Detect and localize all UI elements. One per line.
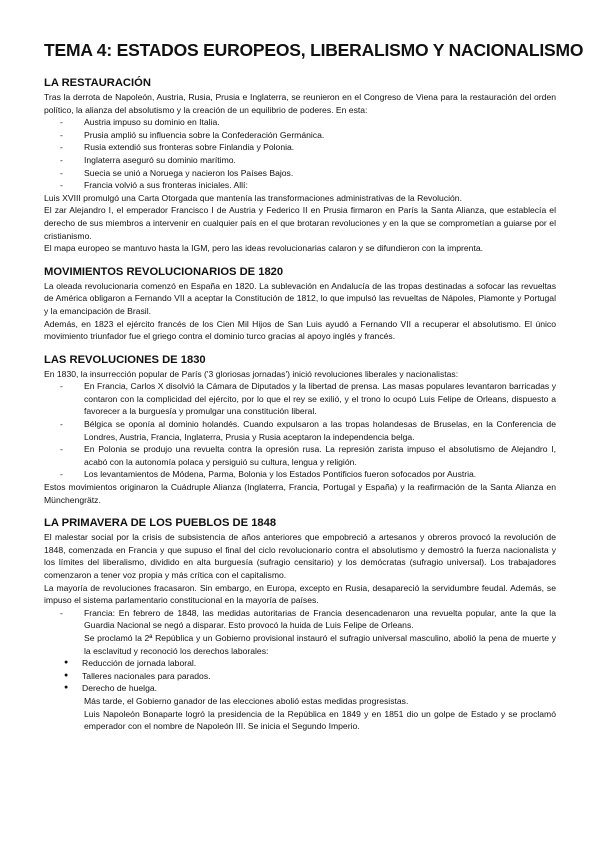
paragraph: El mapa europeo se mantuvo hasta la IGM, pero las ideas revolucionarias calaron y se difundieron con la imprenta.: [44, 243, 483, 254]
section-1848: [44, 517, 556, 733]
paragraph: Se proclamó la 2ª República y un Gobierno provisional instauró el sufragio universal masculino, abolió la pena de muerte y la esclavitud y reconoció los derechos laborales:: [84, 632, 556, 656]
document-title: TEMA 4: ESTADOS EUROPEOS, LIBERALISMO Y NACIONALISMO: [44, 40, 584, 60]
section-heading-1830: LAS REVOLUCIONES DE 1830: [44, 353, 206, 366]
rev1830-list: [44, 380, 556, 481]
list-item: - Prusia amplió su influencia sobre la Confederación Germánica.: [60, 129, 556, 142]
section-heading-1820: MOVIMIENTOS REVOLUCIONARIOS DE 1820: [44, 265, 284, 278]
rights-list: [44, 657, 556, 695]
list-item: ● Reducción de jornada laboral.: [64, 657, 556, 670]
paragraph: En 1830, la insurrección popular de París ('3 gloriosas jornadas') inició revoluciones liberales y nacionalistas:: [44, 368, 459, 379]
list-item: - Francia volvió a sus fronteras iniciales. Allí:: [60, 179, 556, 192]
paragraph: Tras la derrota de Napoleón, Austria, Rusia, Prusia e Inglaterra, se reunieron en el Congreso de Viena para la restauración del orden político, la alianza del absolutismo y la creación de un equilibrio de poderes. En esta:: [44, 92, 556, 115]
paragraph: La oleada revolucionaria comenzó en España en 1820. La sublevación en Andalucía de las tropas destinadas a sofocar las revueltas de América obligaron a Fernando VII a aceptar la Constitución de 1812, lo que impulsó las revueltas de Nápoles, Piamonte y Portugal y la emancipación de Brasil.: [44, 280, 556, 316]
list-item: - Suecia se unió a Noruega y nacieron los Países Bajos.: [60, 167, 556, 180]
paragraph: El malestar social por la crisis de subsistencia de años anteriores que empobreció a artesanos y obreros provocó la revolución de 1848, comenzada en Francia y que supuso el final del ciclo revolucionario contra el absolutismo y demostró la fuerza nacionalista y los límites del liberalismo, dividido en alta burguesía (sufragio censitario) y los demócratas (sufragio universal). Los trabajadores comenzaron a tener voz propia y más crítica con el capitalismo.: [44, 532, 556, 580]
paragraph: Luis Napoleón Bonaparte logró la presidencia de la República en 1849 y en 1851 dio un golpe de Estado y se proclamó emperador con el nombre de Napoleón III. Se inicia el Segundo Imperio.: [84, 708, 556, 732]
paragraph: Además, en 1823 el ejército francés de los Cien Mil Hijos de San Luis ayudó a Fernando VII a recuperar el absolutismo. El único movimiento triunfador fue el griego contra el dominio turco gracias al apoyo inglés y francés.: [44, 318, 556, 342]
section-heading-restauracion: LA RESTAURACIÓN: [44, 77, 151, 89]
list-item: [60, 607, 556, 657]
restauracion-list: [44, 116, 556, 192]
list-item: ● Talleres nacionales para parados.: [64, 670, 556, 683]
list-item: - Los levantamientos de Módena, Parma, Bolonia y los Estados Pontificios fueron sofocados por Austria.: [60, 468, 556, 481]
section-restauracion: [44, 77, 556, 255]
paragraph: El zar Alejandro I, el emperador Francisco I de Austria y Federico II en Prusia firmaron en París la Santa Alianza, que establecía el derecho de sus miembros a intervenir en cualquier país en el que brotaran revoluciones y en la que se comprometían a guiarse por el cristianismo.: [44, 205, 556, 241]
paragraph: La mayoría de revoluciones fracasaron. Sin embargo, en Europa, excepto en Rusia, desapareció la servidumbre feudal. Además, se impuso el sistema parlamentario constitucional en la mayoría de países.: [44, 582, 556, 606]
list-item: - En Francia, Carlos X disolvió la Cámara de Diputados y la libertad de prensa. Las masas populares levantaron barricadas y contaron con la complicidad del ejército, por lo que el rey se exilió, y el trono lo ocupó Luis Felipe de Orleans, dispuesto a favorecer a la burguesía y promulgar una constitución liberal.: [60, 380, 556, 418]
section-1830: [44, 354, 556, 507]
list-item: - En Polonia se produjo una revuelta contra la opresión rusa. La represión zarista impuso el absolutismo de Alejandro I, acabó con la autonomía polaca y persiguió su cultura, lengua y religión.: [60, 443, 556, 468]
paragraph: Luis XVIII promulgó una Carta Otorgada que mantenía las transformaciones administrativas de la Revolución.: [44, 192, 462, 203]
section-1820: [44, 266, 556, 343]
document-page: [44, 40, 584, 744]
list-item: - Rusia extendió sus fronteras sobre Finlandia y Polonia.: [60, 141, 556, 154]
francia-text: Francia: En febrero de 1848, las medidas autoritarias de Francia desencadenaron una revuelta popular, ante la que la Guardia Nacional se negó a disparar. Esto provocó la huida de Luis Felipe de Orleans.: [84, 607, 556, 631]
section-heading-1848: LA PRIMAVERA DE LOS PUEBLOS DE 1848: [44, 517, 277, 530]
paragraph: Estos movimientos originaron la Cuádruple Alianza (Inglaterra, Francia, Portugal y España) y la reafirmación de la Santa Alianza en Münchengrätz.: [44, 482, 556, 505]
paragraph: Más tarde, el Gobierno ganador de las elecciones abolió estas medidas progresistas.: [84, 695, 409, 706]
prim1848-list: [44, 607, 556, 657]
list-item: - Inglaterra aseguró su dominio marítimo.: [60, 154, 556, 167]
list-item: - Austria impuso su dominio en Italia.: [60, 116, 556, 129]
list-item: - Bélgica se oponía al dominio holandés. Cuando expulsaron a las tropas holandesas de Bruselas, en la Conferencia de Londres, Austria, Francia, Inglaterra, Prusia y Rusia aceptaron la independencia belga.: [60, 418, 556, 443]
list-item: ● Derecho de huelga.: [64, 682, 556, 695]
